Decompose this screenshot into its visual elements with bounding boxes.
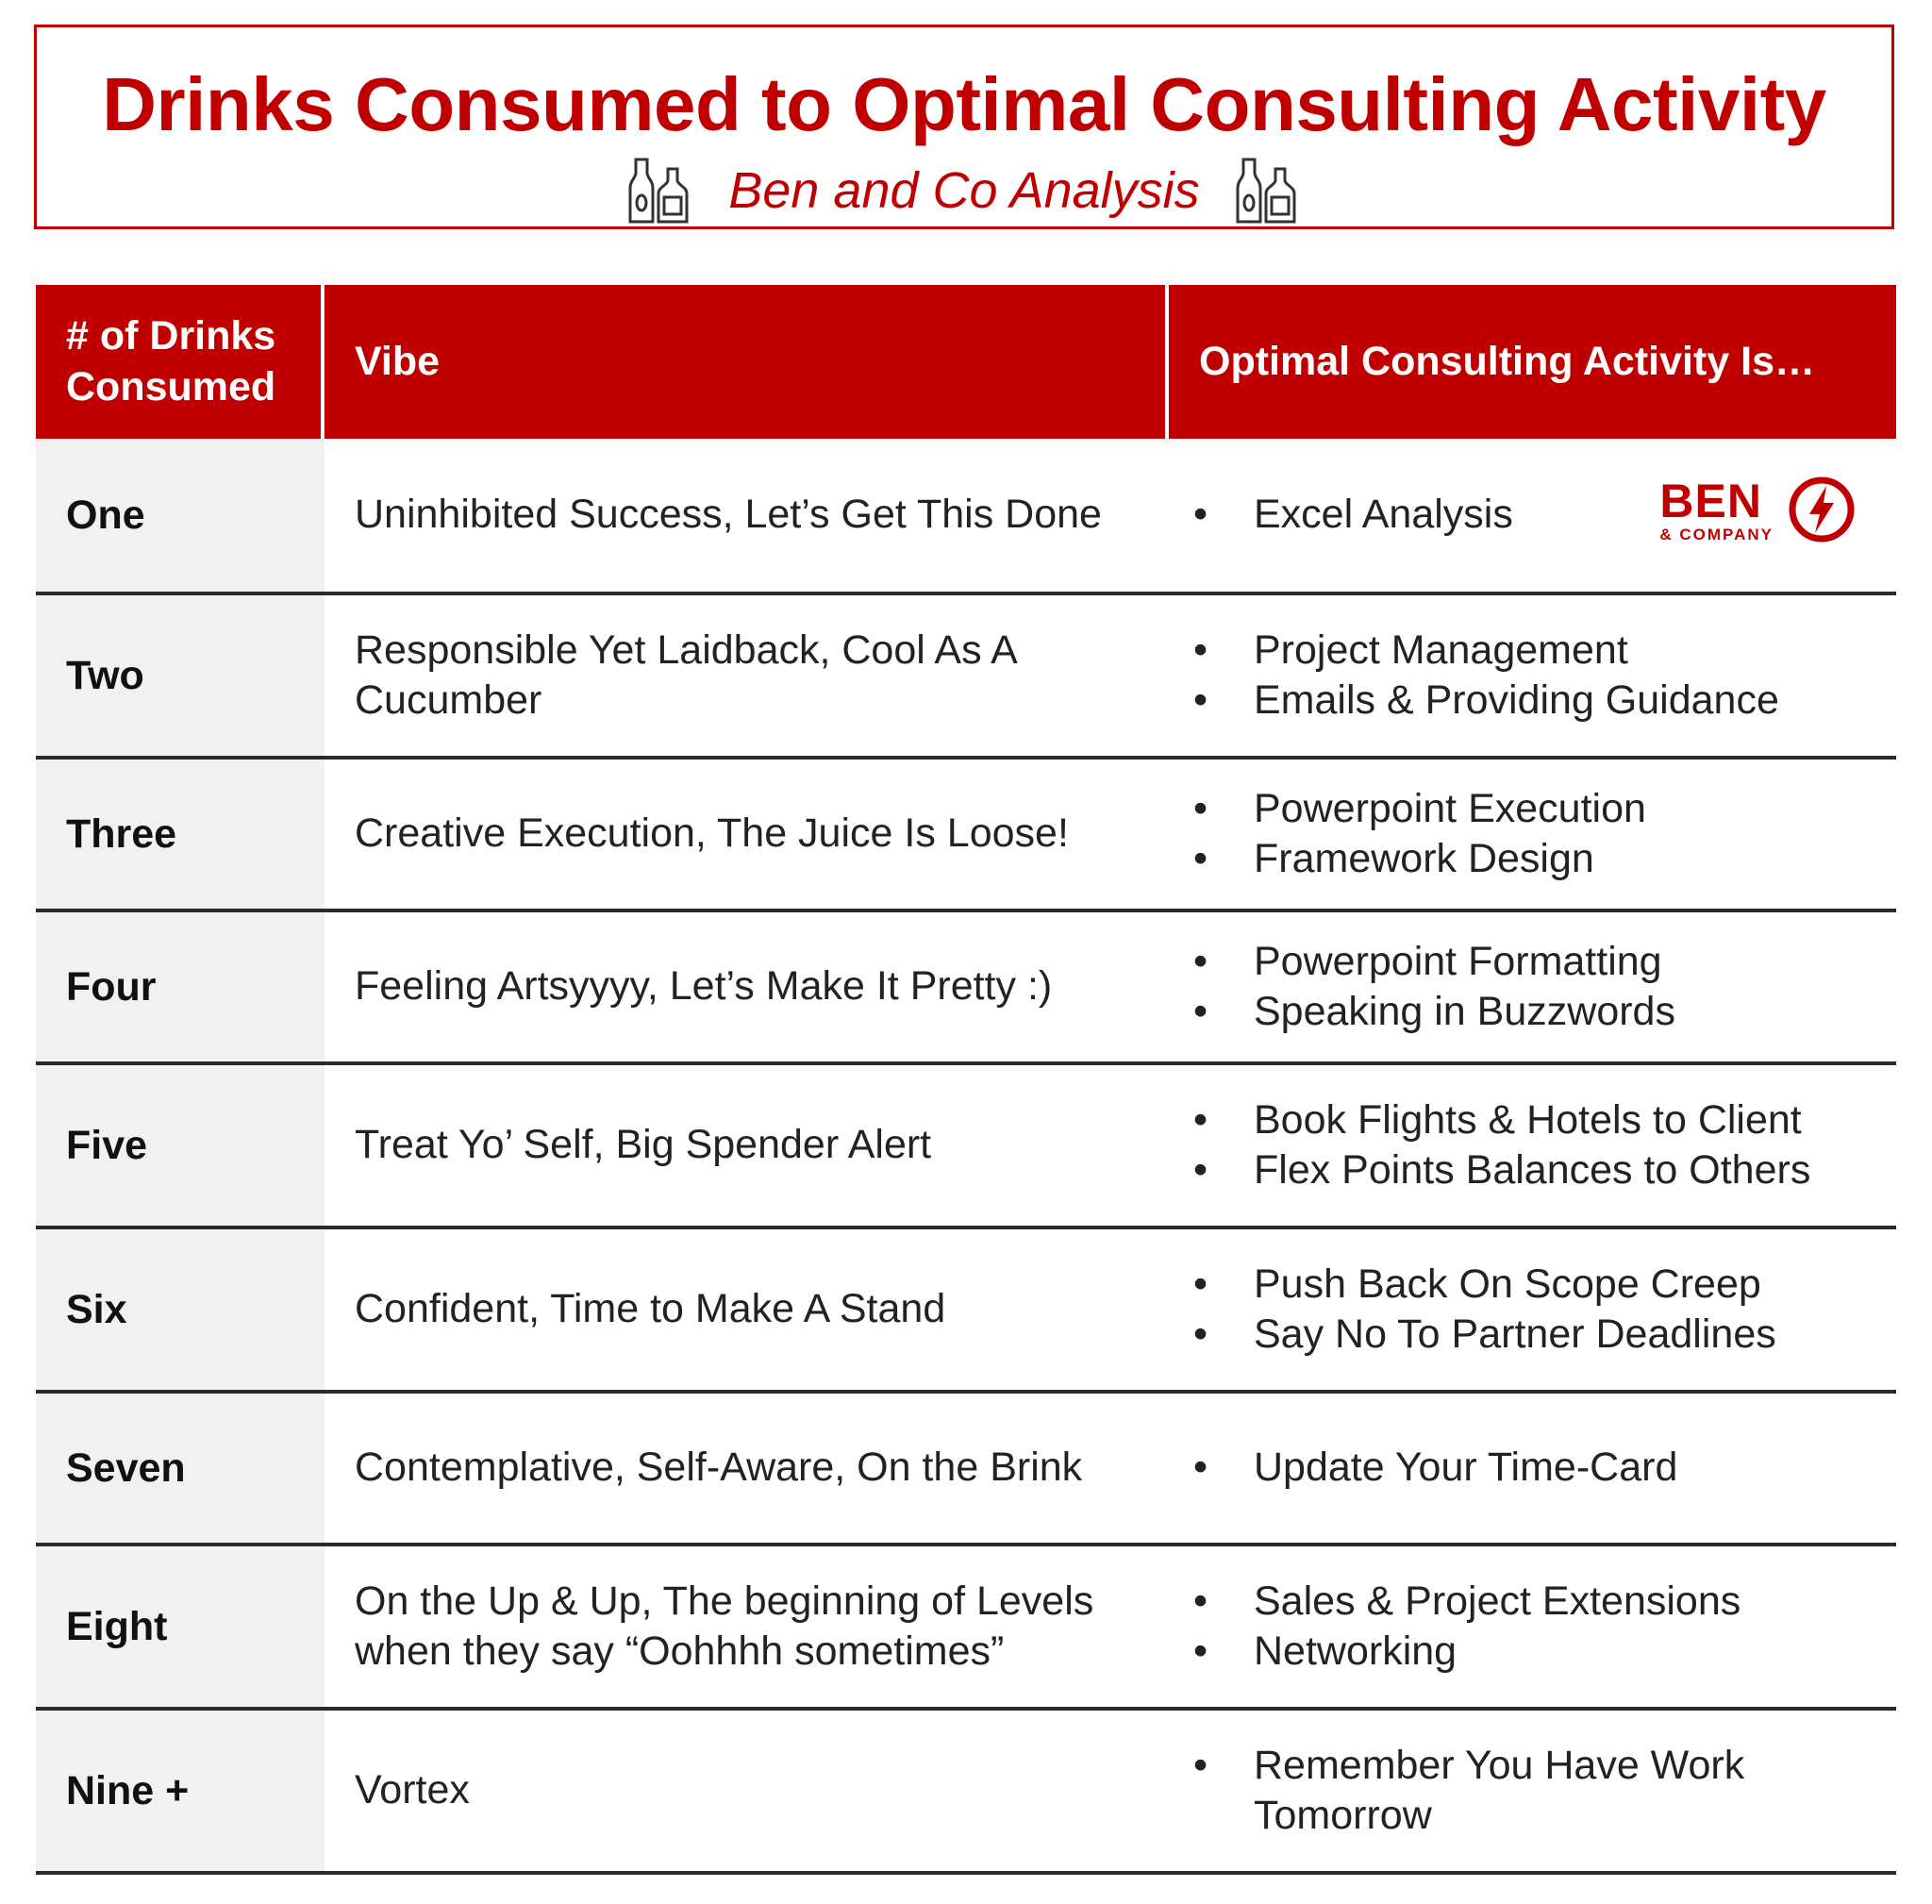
- bullet-icon: •: [1193, 1311, 1208, 1357]
- bullet-icon: •: [1193, 626, 1208, 673]
- table-row: [36, 1394, 1896, 1546]
- activity-item: [1193, 834, 1896, 884]
- column-header-drinks: # of Drinks Consumed: [36, 285, 321, 439]
- table-body: [36, 439, 1896, 1875]
- vibe-cell: Uninhibited Success, Let’s Get This Done: [355, 492, 1102, 538]
- bottles-icon: [1234, 154, 1302, 227]
- activity-cell: [1165, 1065, 1896, 1226]
- vibe-cell: Creative Execution, The Juice Is Loose!: [355, 810, 1069, 857]
- activity-item: [1193, 987, 1896, 1037]
- activity-item: [1193, 676, 1896, 726]
- table-row: [36, 439, 1896, 595]
- column-header-vibe: Vibe: [325, 285, 1165, 439]
- vibe-cell: Vortex: [355, 1767, 470, 1813]
- activity-cell: [1165, 760, 1896, 909]
- vibe-cell: Confident, Time to Make A Stand: [355, 1286, 946, 1332]
- drinks-count-cell: Two: [36, 595, 325, 756]
- vibe-cell: On the Up & Up, The beginning of Levels when they say “Oohhhh sometimes”: [355, 1578, 1094, 1674]
- drinks-table: [36, 285, 1896, 1875]
- activity-text: Networking: [1254, 1628, 1457, 1674]
- drinks-count-cell: Nine +: [36, 1711, 325, 1871]
- table-header: [36, 285, 1896, 439]
- page-title: Drinks Consumed to Optimal Consulting Activity: [102, 62, 1826, 146]
- activity-cell: [1165, 595, 1896, 756]
- bullet-icon: •: [1193, 1628, 1208, 1674]
- column-header-activity: Optimal Consulting Activity Is…: [1169, 285, 1896, 439]
- table-row: [36, 1546, 1896, 1711]
- drinks-count-cell: One: [36, 439, 325, 592]
- activity-text: Excel Analysis: [1254, 492, 1513, 538]
- activity-text: Powerpoint Execution: [1254, 785, 1646, 831]
- bullet-icon: •: [1193, 1578, 1208, 1624]
- drinks-count-cell: Three: [36, 760, 325, 909]
- logo-main-text: BEN: [1659, 474, 1762, 527]
- subtitle-row: [37, 148, 1891, 233]
- activity-text: Update Your Time-Card: [1254, 1445, 1678, 1491]
- lightning-circle-icon: [1787, 475, 1857, 544]
- bullet-icon: •: [1193, 938, 1208, 984]
- company-logo: [1659, 475, 1857, 544]
- activity-text: Flex Points Balances to Others: [1254, 1147, 1811, 1193]
- activity-item: [1193, 784, 1896, 834]
- bullet-icon: •: [1193, 1742, 1208, 1788]
- vibe-cell: Feeling Artsyyyy, Let’s Make It Pretty :): [355, 963, 1053, 1010]
- bullet-icon: •: [1193, 492, 1208, 538]
- drinks-count-cell: Four: [36, 912, 325, 1061]
- table-row: [36, 760, 1896, 912]
- activity-cell: [1165, 1711, 1896, 1871]
- activity-item: [1193, 1145, 1896, 1195]
- drinks-count-cell: Five: [36, 1065, 325, 1226]
- table-row: [36, 1711, 1896, 1875]
- activity-item: [1193, 1443, 1896, 1493]
- activity-item: [1193, 1260, 1896, 1310]
- bullet-icon: •: [1193, 836, 1208, 881]
- activity-text: Framework Design: [1254, 836, 1594, 881]
- bullet-icon: •: [1193, 1445, 1208, 1491]
- drinks-count-cell: Six: [36, 1229, 325, 1390]
- vibe-cell: Responsible Yet Laidback, Cool As A Cucumber: [355, 626, 1016, 723]
- bullet-icon: •: [1193, 1096, 1208, 1143]
- activity-cell: [1165, 1546, 1896, 1707]
- activity-item: [1193, 1310, 1896, 1360]
- activity-text: Sales & Project Extensions: [1254, 1578, 1741, 1624]
- activity-text: Speaking in Buzzwords: [1254, 989, 1675, 1034]
- logo-sub-text: & COMPANY: [1659, 525, 1774, 543]
- vibe-cell: Contemplative, Self-Aware, On the Brink: [355, 1445, 1083, 1491]
- activity-text: Powerpoint Formatting: [1254, 938, 1662, 984]
- logo-text: [1659, 474, 1774, 543]
- drinks-count-cell: Eight: [36, 1546, 325, 1707]
- table-row: [36, 1229, 1896, 1394]
- activity-item: [1193, 1741, 1896, 1842]
- activity-cell: [1165, 1229, 1896, 1390]
- activity-item: [1193, 1627, 1896, 1677]
- vibe-cell: Treat Yo’ Self, Big Spender Alert: [355, 1122, 932, 1168]
- bullet-icon: •: [1193, 989, 1208, 1034]
- bullet-icon: •: [1193, 785, 1208, 831]
- activity-text: Emails & Providing Guidance: [1254, 677, 1779, 723]
- bullet-icon: •: [1193, 677, 1208, 723]
- activity-item: [1193, 1577, 1896, 1627]
- table-row: [36, 595, 1896, 760]
- activity-item: [1193, 626, 1896, 676]
- bottles-icon: [626, 154, 694, 227]
- table-row: [36, 1065, 1896, 1229]
- activity-item: [1193, 1095, 1896, 1145]
- activity-item: [1193, 937, 1896, 987]
- activity-text: Remember You Have Work Tomorrow: [1254, 1742, 1745, 1838]
- drinks-count-cell: Seven: [36, 1394, 325, 1543]
- activity-text: Book Flights & Hotels to Client: [1254, 1096, 1802, 1143]
- table-row: [36, 912, 1896, 1065]
- activity-text: Say No To Partner Deadlines: [1254, 1311, 1776, 1357]
- activity-text: Project Management: [1254, 626, 1628, 673]
- activity-cell: [1165, 912, 1896, 1061]
- title-box: [34, 25, 1894, 229]
- activity-cell: [1165, 1394, 1896, 1543]
- bullet-icon: •: [1193, 1261, 1208, 1307]
- activity-text: Push Back On Scope Creep: [1254, 1261, 1761, 1307]
- page-subtitle: Ben and Co Analysis: [728, 162, 1200, 219]
- bullet-icon: •: [1193, 1147, 1208, 1193]
